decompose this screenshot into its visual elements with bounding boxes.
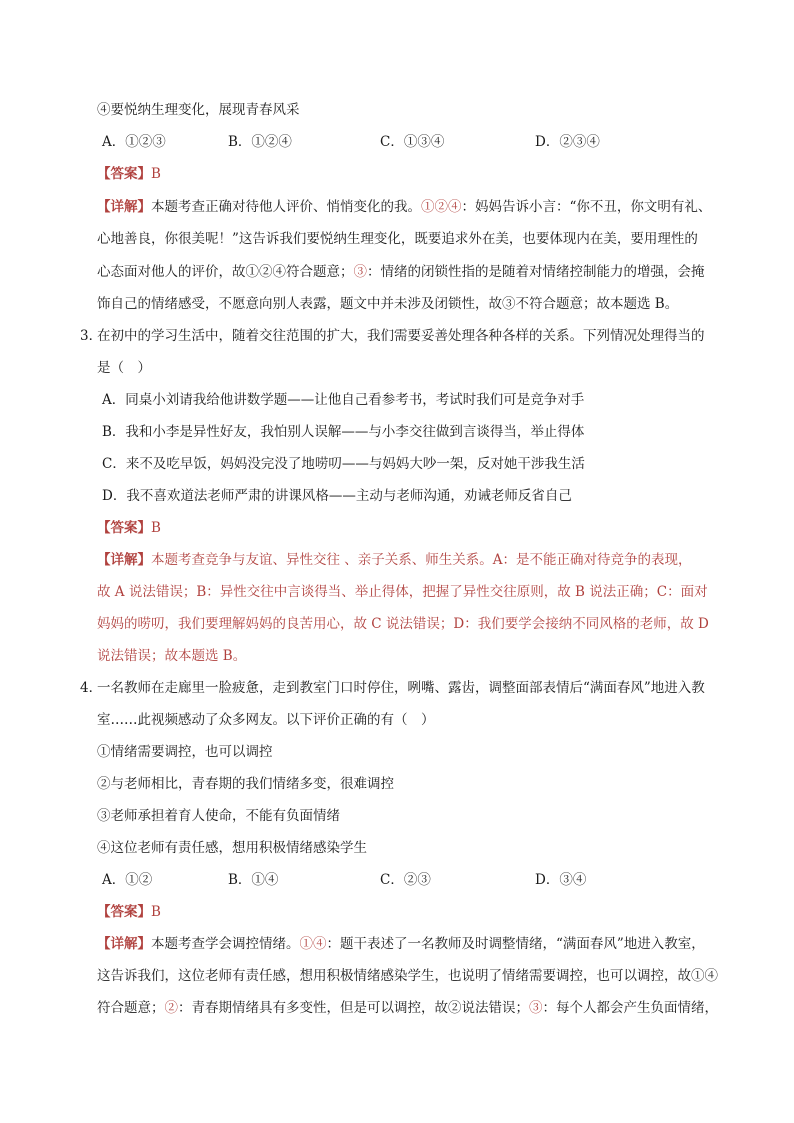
- q2-option-b: B．①②④: [228, 134, 292, 150]
- q2-detail-line-1: [97, 197, 711, 217]
- q3-option-c: C．来不及吃早饭，妈妈没完没了地唠叨——与妈妈大吵一架，反对她干涉我生活: [102, 456, 585, 472]
- q4-answer: [97, 902, 161, 922]
- detail-highlight: ②: [164, 1000, 178, 1016]
- q2-detail-line-3: [97, 262, 705, 282]
- detail-highlight: ①②④: [421, 199, 462, 215]
- detail-label: 【详解】: [97, 936, 151, 952]
- q4-statement-1: ①情绪需要调控，也可以调控: [97, 744, 273, 760]
- q4-option-a: A．①②: [102, 872, 153, 888]
- q3-detail-line-2: 故 A 说法错误；B：异性交往中言谈得当、举止得体，把握了异性交往原则，故 B 说法正确；C：面对: [97, 584, 708, 600]
- answer-label: 【答案】: [97, 904, 151, 920]
- q3-detail-line-4: 说法错误；故本题选 B。: [97, 648, 247, 664]
- q2-option-a: A．①②③: [102, 134, 166, 150]
- q4-detail-line-2: 这告诉我们，这位老师有责任感，想用积极情绪感染学生，也说明了情绪需要调控，也可以调控，故①④: [97, 968, 718, 984]
- detail-text: 心态面对他人的评价，故①②④符合题意；: [97, 264, 354, 280]
- answer-value: B: [151, 904, 161, 920]
- q2-detail-line-4: 饰自己的情绪感受，不愿意向别人表露，题文中并未涉及闭锁性，故③不符合题意；故本题选 B。: [97, 296, 679, 312]
- q3-detail-line-3: 妈妈的唠叨，我们要理解妈妈的良苦用心，故 C 说法错误；D：我们要学会接纳不同风格的老师，故 D: [97, 616, 709, 632]
- q4-option-b: B．①④: [228, 872, 279, 888]
- q2-statement-4: ④要悦纳生理变化，展现青春风采: [97, 102, 300, 118]
- detail-highlight: ①④: [299, 936, 327, 952]
- detail-text: ：妈妈告诉小言：“你不丑，你文明有礼、: [461, 199, 712, 215]
- answer-value: B: [151, 166, 161, 182]
- q2-answer: [97, 164, 161, 184]
- detail-text: ：每个人都会产生负面情绪，: [542, 1000, 718, 1016]
- q3-stem-1: 在初中的学习生活中，随着交往范围的扩大，我们需要妥善处理各种各样的关系。下列情况处理得当的: [97, 328, 705, 344]
- q4-option-c: C．②③: [380, 872, 431, 888]
- detail-text: 本题考查正确对待他人评价、悄悄变化的我。: [151, 199, 421, 215]
- detail-text: ：青春期情绪具有多变性，但是可以调控，故②说法错误；: [178, 1000, 529, 1016]
- detail-text: 本题考查学会调控情绪。: [151, 936, 300, 952]
- q4-stem-1: 一名教师在走廊里一脸疲惫，走到教室门口时停住，咧嘴、露齿，调整面部表情后“满面春风”地进入教: [97, 680, 705, 696]
- q4-statement-4: ④这位老师有责任感，想用积极情绪感染学生: [97, 840, 367, 856]
- q3-answer: [97, 518, 161, 538]
- detail-highlight: ③: [353, 264, 367, 280]
- q3-detail-line-1: [97, 550, 692, 570]
- detail-text: ：题干表述了一名教师及时调整情绪，“满面春风”地进入教室，: [326, 936, 705, 952]
- detail-label: 【详解】: [97, 199, 151, 215]
- q2-detail-line-2: 心地善良，你很美呢！”这告诉我们要悦纳生理变化，既要追求外在美，也要体现内在美，要用理性的: [97, 231, 698, 247]
- detail-highlight: ③: [529, 1000, 543, 1016]
- q2-option-c: C．①③④: [380, 134, 445, 150]
- q4-stem-2: 室……此视频感动了众多网友。以下评价正确的有（ ）: [97, 712, 435, 728]
- answer-label: 【答案】: [97, 520, 151, 536]
- detail-text: 本题考查竞争与友谊、异性交往 、亲子关系、师生关系。A：是不能正确对待竞争的表现，: [151, 552, 692, 568]
- q4-statement-3: ③老师承担着育人使命，不能有负面情绪: [97, 808, 340, 824]
- q4-statement-2: ②与老师相比，青春期的我们情绪多变，很难调控: [97, 776, 394, 792]
- detail-text: ：情绪的闭锁性指的是随着对情绪控制能力的增强，会掩: [367, 264, 705, 280]
- q3-stem-2: 是（ ）: [97, 360, 151, 376]
- q3-number: 3．: [80, 328, 103, 344]
- answer-label: 【答案】: [97, 166, 151, 182]
- q4-number: 4．: [80, 680, 103, 696]
- detail-label: 【详解】: [97, 552, 151, 568]
- q2-option-d: D．②③④: [535, 134, 600, 150]
- q4-option-d: D．③④: [535, 872, 587, 888]
- q3-option-d: D．我不喜欢道法老师严肃的讲课风格——主动与老师沟通，劝诫老师反省自己: [102, 488, 572, 504]
- q4-detail-line-1: [97, 934, 705, 954]
- q3-option-a: A．同桌小刘请我给他讲数学题——让他自己看参考书，考试时我们可是竞争对手: [102, 392, 585, 408]
- q3-option-b: B．我和小李是异性好友，我怕别人误解——与小李交往做到言谈得当，举止得体: [102, 424, 585, 440]
- q4-detail-line-3: [97, 998, 718, 1018]
- answer-value: B: [151, 520, 161, 536]
- detail-text: 符合题意；: [97, 1000, 165, 1016]
